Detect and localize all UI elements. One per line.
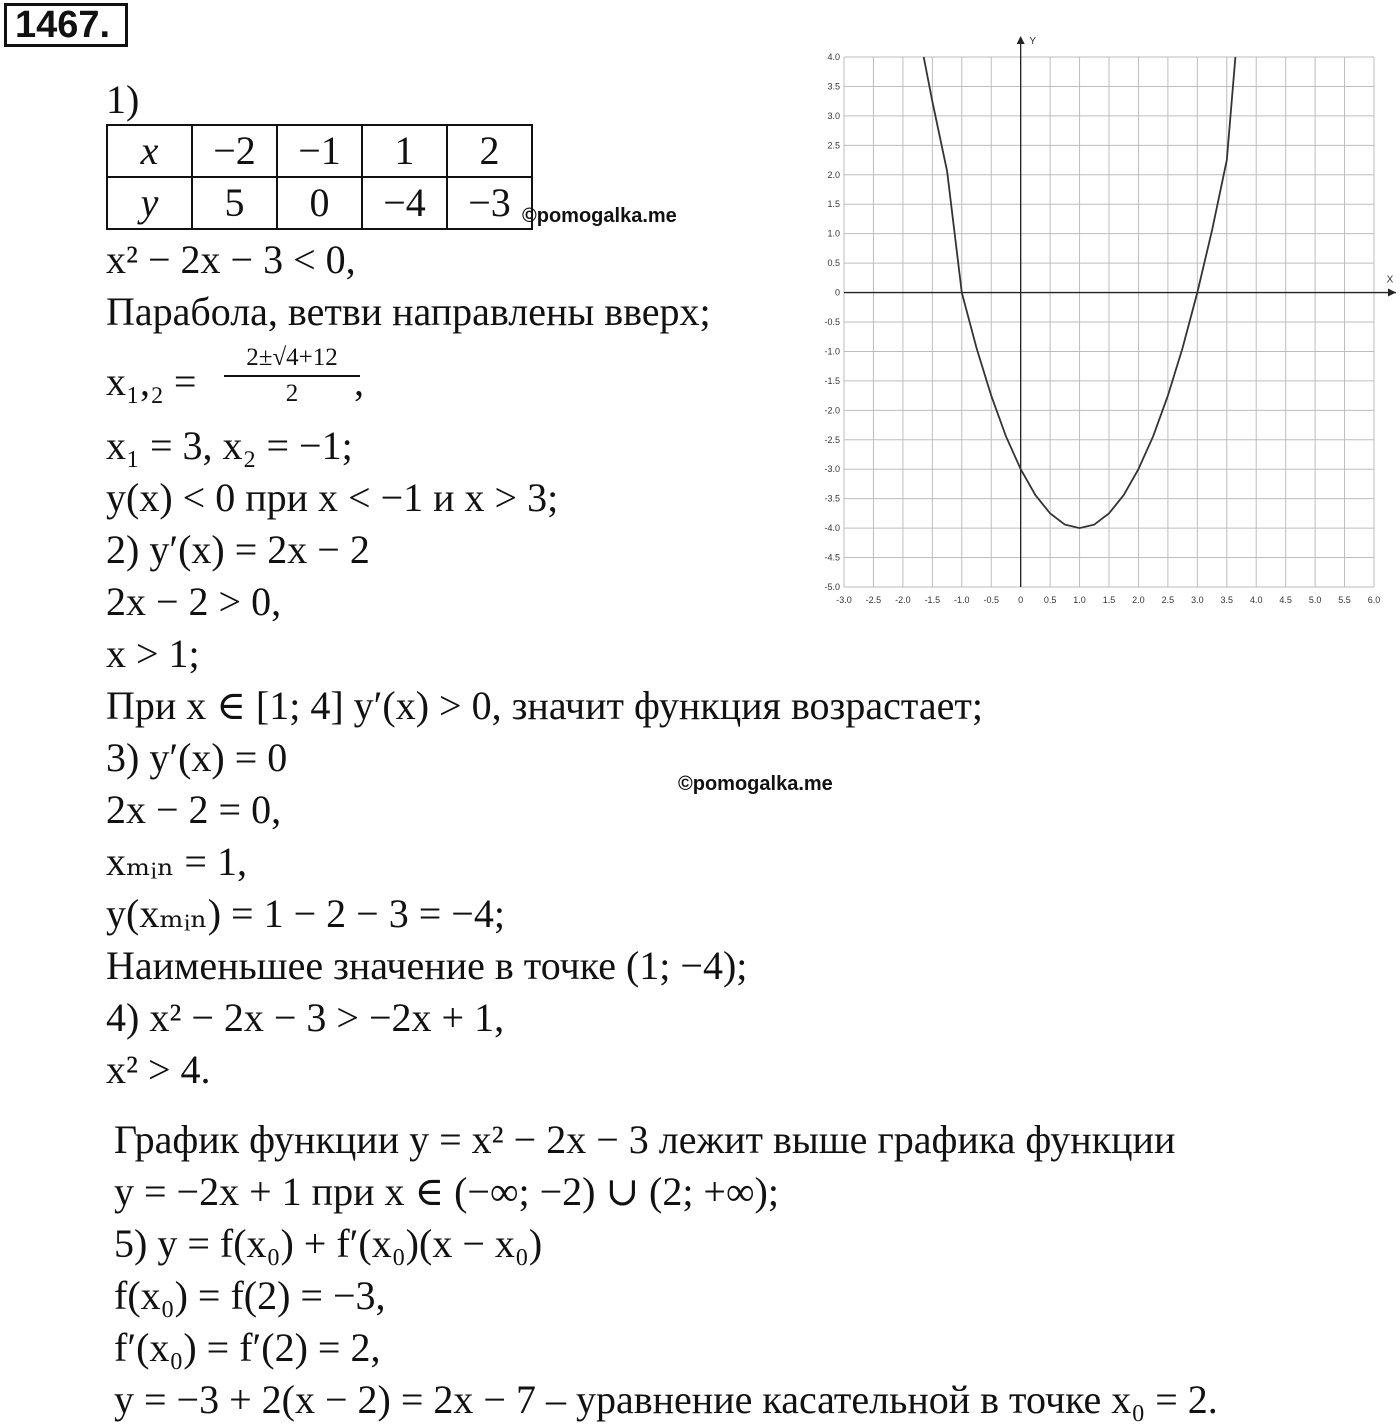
interval-line: y = −2x + 1 при x ∈ (−∞; −2) ∪ (2; +∞);	[114, 1169, 779, 1214]
table-cell: 5	[192, 177, 277, 229]
derivative-zero-line: 2x − 2 = 0,	[106, 787, 282, 832]
x-tick-label: 6.0	[1367, 595, 1381, 605]
table-cell: 1	[362, 125, 447, 177]
roots-formula-comma: ,	[354, 359, 364, 404]
table-cell: −1	[277, 125, 362, 177]
x-tick-label: 3.5	[1220, 595, 1234, 605]
tangent-line: y = −3 + 2(x − 2) = 2x − 7 – уравнение касательной в точке x₀ = 2.	[114, 1377, 1218, 1422]
parabola-line: Парабола, ветви направлены вверх;	[106, 289, 711, 334]
y-tick-label: 3.0	[827, 110, 840, 121]
x-tick-label: 5.0	[1308, 595, 1322, 605]
graph-comparison-line: График функции y = x² − 2x − 3 лежит выше графика функции	[114, 1117, 1176, 1162]
increasing-line: При x ∈ [1; 4] y′(x) > 0, значит функция возрастает;	[106, 683, 983, 728]
part-5-line: 5) y = f(x₀) + f′(x₀)(x − x₀)	[114, 1221, 543, 1266]
f-x0-line: f(x₀) = f(2) = −3,	[114, 1273, 386, 1318]
inequality-line: x² − 2x − 3 < 0,	[106, 237, 356, 282]
x-tick-label: 0	[1018, 595, 1024, 605]
x-tick-label: 0.5	[1043, 595, 1057, 605]
values-table	[106, 124, 533, 230]
x-tick-label: 1.0	[1073, 595, 1086, 605]
x-tick-label: 4.5	[1279, 595, 1292, 605]
x-tick-label: -3.0	[836, 595, 852, 605]
y-tick-label: -4.0	[824, 523, 840, 534]
y-tick-label: 3.5	[827, 81, 840, 92]
part-3-line: 3) y′(x) = 0	[106, 735, 288, 780]
fraction-denominator: 2	[285, 380, 299, 407]
parabola-graph	[800, 28, 1400, 608]
fraction-numerator: 2±√4+12	[246, 344, 338, 371]
x-tick-label: -2.5	[865, 595, 882, 605]
y-axis-label: Y	[1029, 36, 1037, 47]
x-greater-line: x > 1;	[106, 631, 200, 676]
x-tick-label: -1.0	[954, 595, 970, 605]
y-tick-label: -4.5	[824, 552, 840, 563]
x-tick-label: 3.0	[1191, 595, 1204, 605]
x-axis-arrow	[1388, 289, 1396, 297]
fraction-bar	[224, 375, 360, 377]
y-tick-label: -2.0	[824, 405, 840, 416]
watermark: ©pomogalka.me	[522, 205, 677, 227]
roots-line: x₁ = 3, x₂ = −1;	[106, 423, 353, 468]
table-cell: −2	[192, 125, 277, 177]
x-tick-label: 2.5	[1161, 595, 1175, 605]
x-tick-label: -0.5	[983, 595, 999, 605]
y-tick-label: -2.5	[824, 434, 840, 445]
y-tick-label: 0	[834, 287, 840, 298]
y-tick-label: -1.5	[824, 375, 840, 386]
y-tick-label: 0.5	[827, 258, 840, 269]
y-tick-label: -0.5	[824, 317, 840, 327]
x-tick-label: 5.5	[1338, 595, 1351, 605]
x-tick-label: -1.5	[924, 595, 941, 605]
ymin-line: y(xₘᵢₙ) = 1 − 2 − 3 = −4;	[106, 891, 505, 936]
x-axis-label: X	[1386, 274, 1394, 286]
y-tick-label: -3.5	[824, 493, 840, 504]
x-tick-label: 2.0	[1132, 595, 1145, 605]
y-tick-label: 4.0	[827, 52, 840, 62]
roots-fraction	[224, 343, 360, 409]
y-tick-label: 1.5	[827, 199, 840, 210]
x-tick-label: 4.0	[1249, 595, 1263, 605]
negative-interval-line: y(x) < 0 при x < −1 и x > 3;	[106, 475, 559, 520]
table-cell: y	[107, 177, 192, 229]
table-row	[107, 125, 532, 177]
table-cell: −3	[447, 177, 532, 229]
watermark: ©pomogalka.me	[678, 773, 833, 795]
table-row	[107, 177, 532, 229]
table-cell: −4	[362, 177, 447, 229]
roots-formula-lhs: x₁,₂ =	[106, 359, 197, 404]
min-point-line: Наименьшее значение в точке (1; −4);	[106, 943, 748, 988]
part-1-label: 1)	[106, 77, 140, 122]
y-tick-label: -3.0	[824, 464, 840, 475]
part-4-line: 4) x² − 2x − 3 > −2x + 1,	[106, 995, 505, 1040]
derivative-line: 2) y′(x) = 2x − 2	[106, 527, 370, 572]
y-axis-arrow	[1017, 36, 1025, 44]
xmin-line: xₘᵢₙ = 1,	[106, 839, 247, 884]
x-squared-line: x² > 4.	[106, 1047, 211, 1092]
table-cell: 0	[277, 177, 362, 229]
y-tick-label: 2.5	[827, 140, 840, 151]
x-tick-label: 1.5	[1102, 595, 1116, 605]
f-prime-x0-line: f′(x₀) = f′(2) = 2,	[114, 1325, 381, 1370]
y-tick-label: 1.0	[827, 228, 840, 239]
x-tick-label: -2.0	[895, 595, 911, 605]
y-tick-label: -5.0	[824, 582, 840, 592]
table-cell: x	[107, 125, 192, 177]
table-cell: 2	[447, 125, 532, 177]
problem-number: 1467.	[4, 3, 128, 47]
y-tick-label: -1.0	[824, 346, 840, 357]
y-tick-label: 2.0	[827, 169, 840, 180]
derivative-inequality-line: 2x − 2 > 0,	[106, 579, 282, 624]
